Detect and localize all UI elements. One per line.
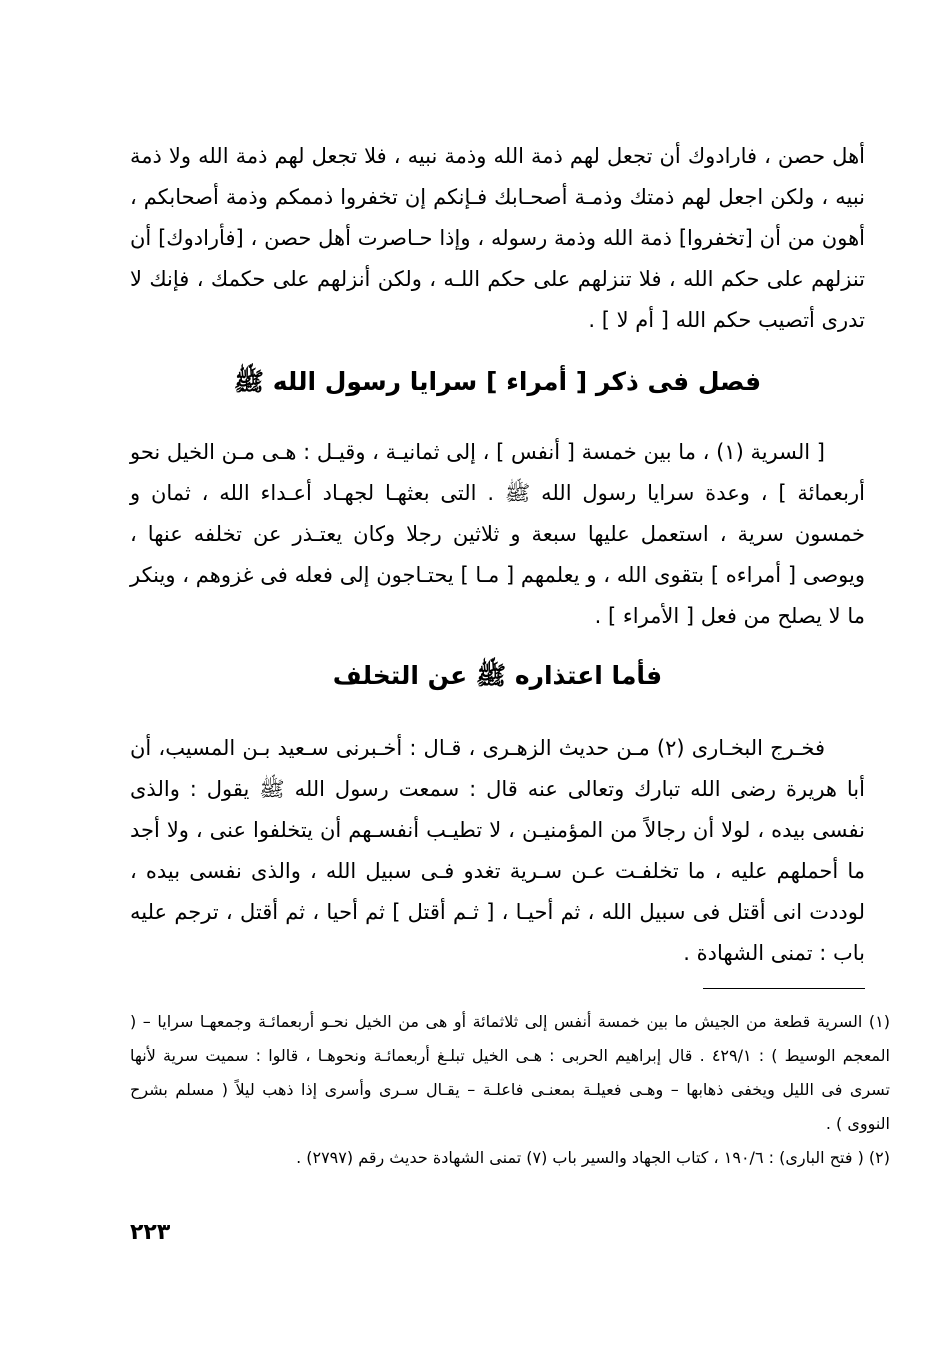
footnotes: [130, 1005, 890, 1175]
footnote-1: (١) السرية قطعة من الجيش ما بين خمسة أنفس إلى ثلاثمائة أو هى من الخيل نحـو أربعمائـة وجمعهـا سرايا – ( المعجم الوسيط ) : ٤٢٩/١ . قال إبراهيم الحربى : هـى الخيل تبلـغ أربعمائـة ونحوهـا ، قالوا : سميت سرية لأنها تسرى فى الليل ويخفى ذهابها – وهـى فعيلـة بمعنـى فاعلـة – يقـال سـرى وأسرى إذا ذهب ليلاً ( مسلم بشرح النووى ) .: [130, 1012, 891, 1133]
section2-paragraph: [130, 728, 865, 974]
opening-paragraph-text: أهل حصن ، فارادوك أن تجعل لهم ذمة الله وذمة نبيه ، فلا تجعل لهم ذمة الله ولا ذمة نبيه ، ولكن اجعل لهم ذمتك وذمـة أصحـابك فـإنكم إن تخفروا ذممكم وذمة أصحابكم ، أهون من أن [تخفروا] ذمة الله وذمة رسوله ، وإذا حـاصرت أهل حصن ، [فأرادوك] أن تنزلهم على حكم الله ، فلا تنزلهم على حكم اللـه ، ولكن أنزلهم على حكمك ، فإنك لا تدرى أتصيب حكم الله [ أم لا ] .: [130, 144, 865, 332]
section1-paragraph-text: [ السرية (١) ، ما بين خمسة [ أنفس ] ، إلى ثمانيـة ، وقيـل : هـى مـن الخيل نحو أربعمائة ] ، وعدة سرايا رسول الله ﷺ . التى بعثهـا لجهـاد أعـداء الله ، ثمان و خمسون سرية ، استعمل عليها سبعة و ثلاثين رجلا وكان يعتـذر عن تخلفه عنها ، ويوصى [ أمراءه ] بتقوى الله ، و يعلمهم [ مـا ] يحتـاجون إلى فعله فى غزوهم ، وينكر ما لا يصلح من فعل [ الأمراء ] .: [130, 440, 865, 628]
section2-heading: فأما اعتذاره ﷺ عن التخلف: [332, 661, 663, 690]
page-number: ٢٢٣: [130, 1220, 171, 1245]
footnote-2: (٢) ( فتح البارى) : ١٩٠/٦ ، كتاب الجهاد والسير باب (٧) تمنى الشهادة حديث رقم (٢٧٩٧) .: [296, 1148, 890, 1167]
section2-paragraph-text: فخـرج البخـارى (٢) مـن حديث الزهـرى ، قـال : أخـبرنى سـعيد بـن المسيب، أن أبا هريرة رضى الله تبارك وتعالى عنه قال : سمعت رسول الله ﷺ يقول : والذى نفسى بيده ، لولا أن رجالاً من المؤمنيـن ، لا تطيـب أنفسـهم أن يتخلفوا عنى ، ولا أجد ما أحملهم عليه ، ما تخلفـت عـن سـرية تغدو فـى سبيل الله ، والذى نفسى بيده ، لوددت انى أقتل فى سبيل الله ، ثم أحيـا ، [ ثـم أقتل ] ثم أحيا ، ثم أقتل ، ترجم عليه باب : تمنى الشهادة .: [130, 736, 865, 965]
section1-paragraph: [130, 432, 865, 637]
section1-heading: فصل فى ذكر [ أمراء ] سرايا رسول الله ﷺ: [233, 367, 762, 396]
opening-paragraph: [130, 136, 865, 341]
footnote-separator: [703, 988, 865, 989]
